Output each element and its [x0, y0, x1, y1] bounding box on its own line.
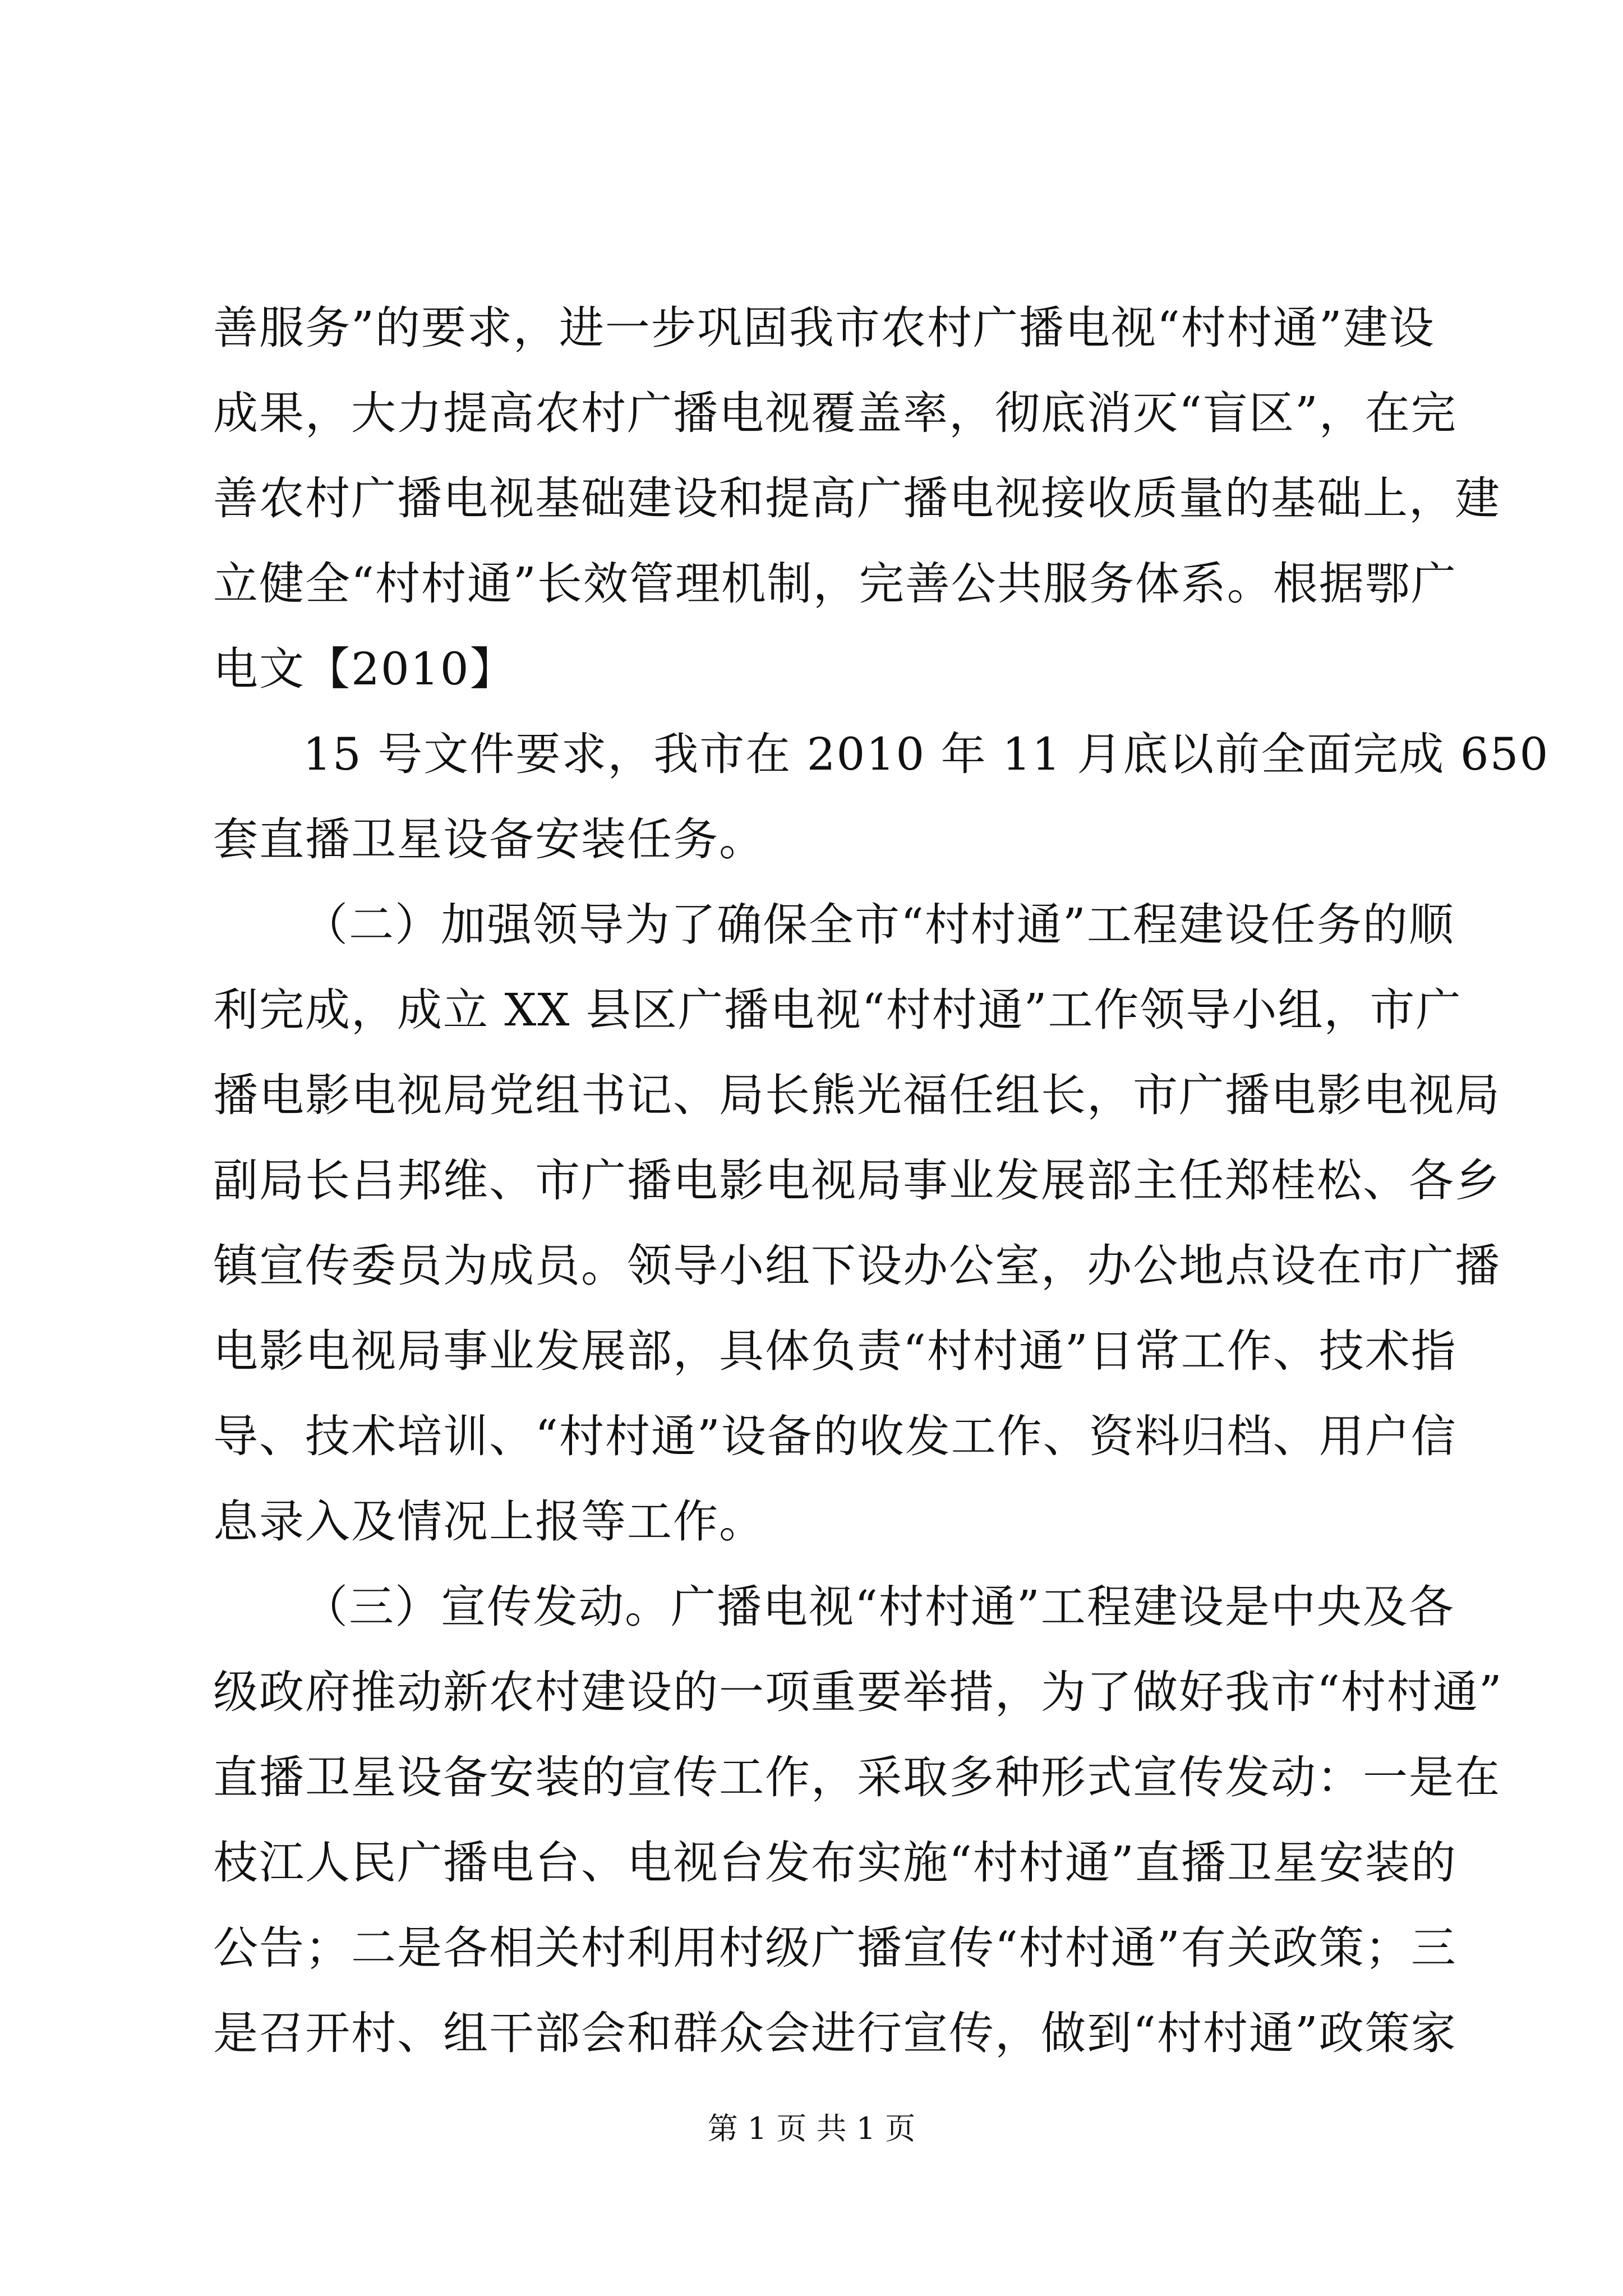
body-text-line: 息录入及情况上报等工作。 [213, 1496, 765, 1548]
body-text-line: 是召开村、组干部会和群众会进行宣传，做到“村村通”政策家 [213, 2007, 1457, 2059]
body-text-line: 播电影电视局党组书记、局长熊光福任组长，市广播电影电视局 [213, 1069, 1501, 1121]
body-text-line: 电影电视局事业发展部，具体负责“村村通”日常工作、技术指 [213, 1325, 1457, 1377]
body-text-line: 善服务”的要求，进一步巩固我市农村广播电视“村村通”建设 [213, 302, 1435, 354]
body-text-line: 电文【2010】 [213, 643, 516, 695]
body-text-line: 套直播卫星设备安装任务。 [213, 813, 765, 866]
body-text-line: 副局长吕邦维、市广播电影电视局事业发展部主任郑桂松、各乡 [213, 1154, 1501, 1207]
body-text-line: （三）宣传发动。广播电视“村村通”工程建设是中央及各 [303, 1581, 1455, 1633]
body-text-line: 直播卫星设备安装的宣传工作，采取多种形式宣传发动：一是在 [213, 1751, 1501, 1803]
body-text-line: 镇宣传委员为成员。领导小组下设办公室，办公地点设在市广播 [213, 1240, 1501, 1292]
body-text-line: 善农村广播电视基础建设和提高广播电视接收质量的基础上，建 [213, 472, 1501, 524]
body-text-line: 利完成，成立 XX 县区广播电视“村村通”工作领导小组，市广 [213, 984, 1462, 1036]
body-text-line: 立健全“村村通”长效管理机制，完善公共服务体系。根据鄂广 [213, 558, 1457, 610]
body-text-line: 导、技术培训、“村村通”设备的收发工作、资料归档、用户信 [213, 1410, 1457, 1462]
body-text-line: 公告；二是各相关村利用村级广播宣传“村村通”有关政策；三 [213, 1922, 1457, 1974]
body-text-line: 枝江人民广播电台、电视台发布实施“村村通”直播卫星安装的 [213, 1837, 1457, 1889]
body-text-line: 成果，大力提高农村广播电视覆盖率，彻底消灭“盲区”，在完 [213, 387, 1457, 439]
body-text-line: 级政府推动新农村建设的一项重要举措，为了做好我市“村村通” [213, 1666, 1503, 1718]
page-footer: 第 1 页 共 1 页 [707, 2111, 916, 2146]
body-text-line: 15 号文件要求，我市在 2010 年 11 月底以前全面完成 650 [303, 728, 1550, 780]
body-text-line: （二）加强领导为了确保全市“村村通”工程建设任务的顺 [303, 899, 1455, 951]
